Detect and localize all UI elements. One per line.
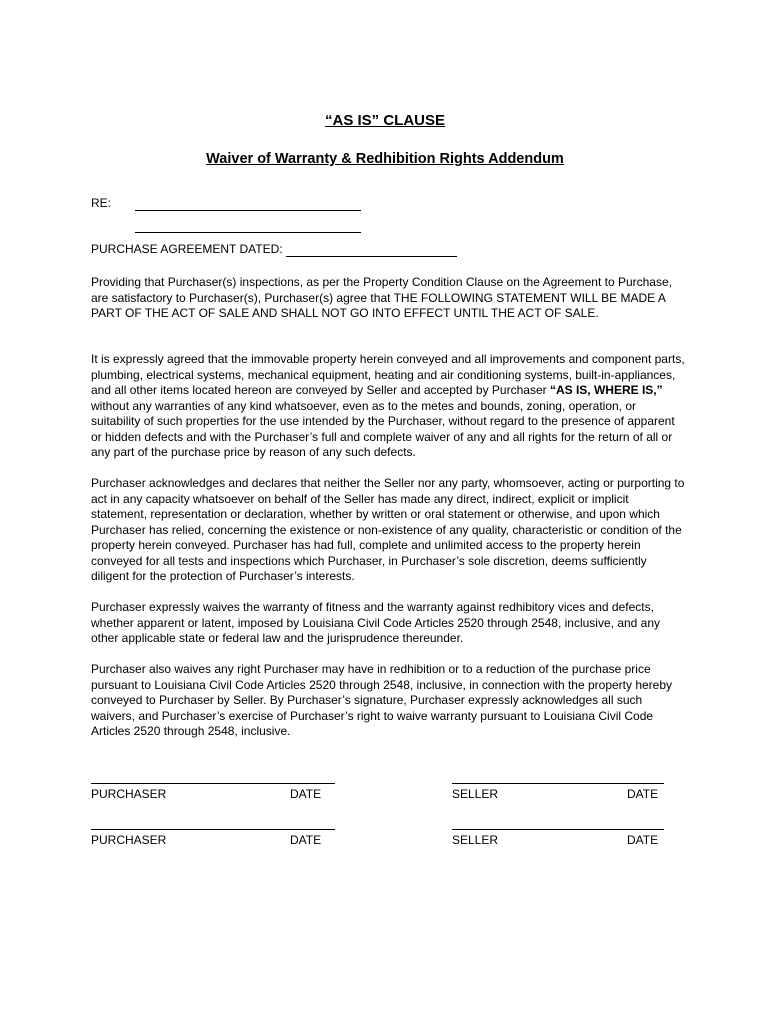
purchase-agreement-label: PURCHASE AGREEMENT DATED: [91, 242, 283, 256]
paragraph-redhibition-waiver: Purchaser also waives any right Purchaser may have in redhibition or to a reduction of the purchase price pursuant to Louisiana Civil Code Articles 2520 through 2548, inclusive, in connection with the property hereby conveyed to Purchaser by Seller. By Purchaser’s signature, Purchaser expressly acknowledges all such waivers, and Purchaser’s exercise of Purchaser’s right to waive warranty pursuant to Louisiana Civil Code Articles 2520 through 2548, inclusive. [91, 662, 673, 738]
document-title: “AS IS” CLAUSE [324, 112, 445, 129]
paragraph-inspections: Providing that Purchaser(s) inspections, as per the Property Condition Clause on the Agreement to Purchase, are satisfactory to Purchaser(s), Purchaser(s) agree that THE FOLLOWING STATEMENT WILL BE MADE A PART OF THE ACT OF SALE AND SHALL NOT GO INTO EFFECT UNTIL THE ACT OF SALE. [91, 275, 672, 320]
purchaser-date-label-2: DATE [290, 833, 322, 847]
purchaser-signature-line-1[interactable] [91, 783, 335, 784]
re-blank-line-2[interactable] [135, 232, 361, 233]
purchaser-label-2: PURCHASER [91, 833, 167, 847]
paragraph-as-is: It is expressly agreed that the immovable property herein conveyed and all improvements and component parts, plumbing, electrical systems, mechanical equipment, heating and air conditioning systems, built-in-appliances, and all other items located hereon are conveyed by Seller and accepted by Purchaser “AS IS, WHERE IS,” without any warranties of any kind whatsoever, even as to the metes and bounds, zoning, operation, or suitability of such properties for the use intended by the Purchaser, without regard to the presence of apparent or hidden defects and with the Purchaser’s full and complete waiver of any and all rights for the return of all or any part of the purchase price by reason of any such defects. [91, 352, 685, 459]
paragraph-acknowledgement: Purchaser acknowledges and declares that neither the Seller nor any party, whomsoever, acting or purporting to act in any capacity whatsoever on behalf of the Seller has made any direct, indirect, explicit or implicit statement, representation or declaration, whether by written or oral statement or otherwise, and upon which Purchaser has relied, concerning the existence or non-existence of any quality, characteristic or condition of the property herein conveyed. Purchaser has had full, complete and unlimited access to the property herein conveyed for all tests and inspections which Purchaser, in Purchaser’s sole discretion, deems sufficiently diligent for the protection of Purchaser’s interests. [91, 476, 685, 583]
document-subtitle: Waiver of Warranty & Redhibition Rights Addendum [206, 151, 564, 167]
re-label: RE: [91, 196, 112, 210]
seller-date-label-2: DATE [627, 833, 659, 847]
purchaser-signature-line-2[interactable] [91, 829, 335, 830]
seller-label-1: SELLER [452, 787, 499, 801]
seller-date-label-1: DATE [627, 787, 659, 801]
purchaser-label-1: PURCHASER [91, 787, 167, 801]
as-is-where-is-emphasis: “AS IS, WHERE IS,” [549, 383, 663, 397]
paragraph-warranty-waiver: Purchaser expressly waives the warranty of fitness and the warranty against redhibitory vices and defects, whether apparent or latent, imposed by Louisiana Civil Code Articles 2520 through 2548, inclusive, and any other applicable state or federal law and the jurisprudence thereunder. [91, 600, 661, 645]
re-blank-line-1[interactable] [135, 210, 361, 211]
purchaser-date-label-1: DATE [290, 787, 322, 801]
seller-label-2: SELLER [452, 833, 499, 847]
seller-signature-line-2[interactable] [452, 829, 664, 830]
seller-signature-line-1[interactable] [452, 783, 664, 784]
purchase-agreement-date-line[interactable] [286, 256, 457, 257]
